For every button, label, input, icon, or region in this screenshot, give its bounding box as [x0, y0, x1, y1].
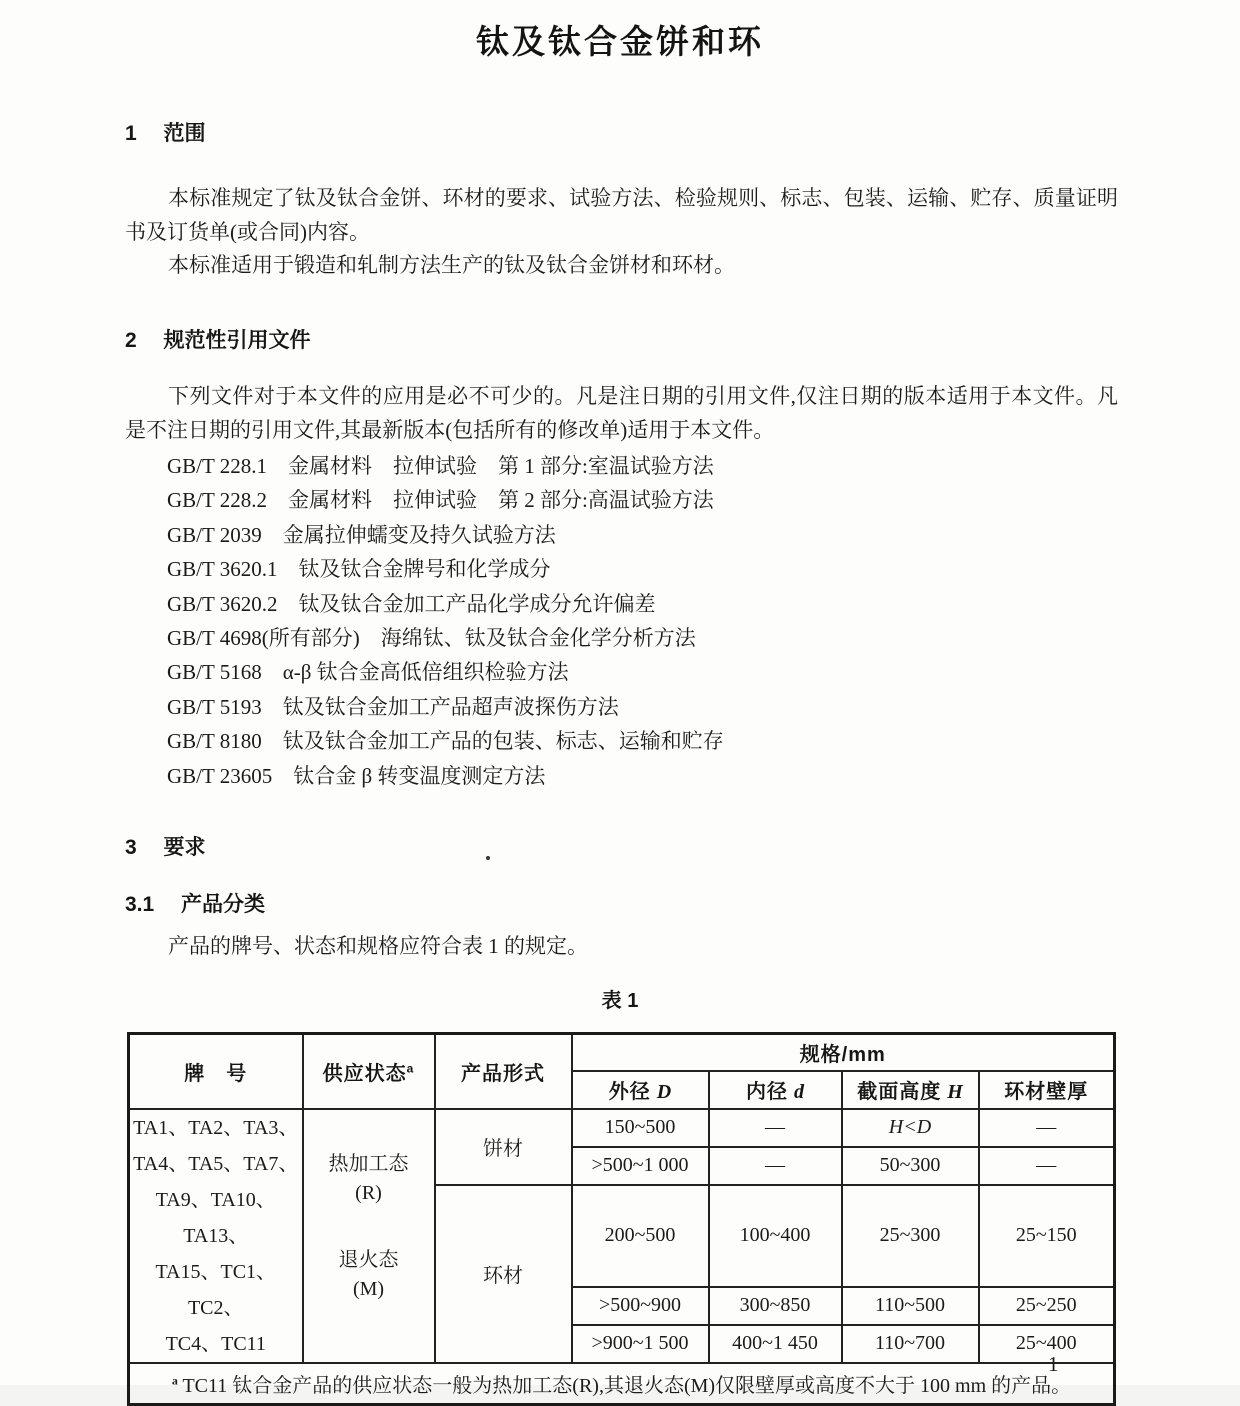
section-3-1-heading	[125, 888, 265, 918]
inner-diameter-value: 400~1 450	[709, 1325, 842, 1363]
section-2-heading	[125, 324, 311, 354]
outer-diameter-symbol: D	[656, 1081, 672, 1103]
ring-wall-value: 25~150	[979, 1185, 1115, 1287]
outer-diameter-value: >500~900	[572, 1287, 709, 1325]
ring-wall-value: 25~250	[979, 1287, 1115, 1325]
reference-item: GB/T 228.1 金属材料 拉伸试验 第 1 部分:室温试验方法	[167, 454, 714, 478]
outer-diameter-value: 200~500	[572, 1185, 709, 1287]
col-header-inner-diameter	[709, 1071, 842, 1109]
reference-item: GB/T 2039 金属拉伸蠕变及持久试验方法	[167, 522, 556, 547]
table-footnote-text: TC11 钛合金产品的供应状态一般为热加工态(R),其退火态(M)仅限壁厚或高度不大于 100 mm 的产品。	[177, 1374, 1072, 1397]
table-1	[127, 1032, 1116, 1406]
inner-diameter-symbol: d	[794, 1081, 804, 1103]
section-height-value: 110~700	[842, 1325, 979, 1363]
brand-line: TA15、TC1、TC2、	[155, 1260, 277, 1319]
brand-grades-cell	[129, 1109, 303, 1363]
supply-state-cell	[303, 1109, 435, 1363]
col-header-state-label: 供应状态	[322, 1062, 407, 1085]
outer-diameter-value: >900~1 500	[572, 1325, 709, 1363]
table-footnote	[129, 1363, 1115, 1405]
inner-diameter-value: —	[709, 1109, 842, 1147]
section-1-paragraph-2: 本标准适用于锻造和轧制方法生产的钛及钛合金饼材和环材。	[168, 253, 735, 277]
section-height-value: 25~300	[842, 1185, 979, 1287]
footnote-marker: a	[406, 1061, 415, 1076]
section-1-paragraph-1: 本标准规定了钛及钛合金饼、环材的要求、试验方法、检验规则、标志、包装、运输、贮存、质量证明书及订货单(或合同)内容。	[125, 186, 1118, 244]
col-header-brand: 牌 号	[129, 1034, 303, 1109]
col-header-form: 产品形式	[435, 1034, 572, 1109]
annealed-code: (M)	[352, 1277, 385, 1300]
document-title: 钛及钛合金饼和环	[476, 23, 764, 60]
section-2-title: 规范性引用文件	[163, 329, 311, 352]
reference-item: GB/T 3620.2 钛及钛合金加工产品化学成分允许偏差	[167, 591, 656, 616]
inner-diameter-value: 100~400	[709, 1185, 842, 1287]
col-header-spec-group: 规格/mm	[572, 1034, 1115, 1071]
brand-line: TA4、TA5、TA7、	[133, 1152, 299, 1175]
section-3-number: 3	[125, 836, 137, 859]
section-3-1-title: 产品分类	[181, 893, 266, 916]
form-cake-cell: 饼材	[435, 1109, 572, 1185]
section-3-1-paragraph-1: 产品的牌号、状态和规格应符合表 1 的规定。	[168, 934, 588, 958]
brand-line: TC4、TC11	[165, 1332, 266, 1355]
section-3-1-number: 3.1	[125, 893, 155, 916]
reference-item: GB/T 4698(所有部分) 海绵钛、钛及钛合金化学分析方法	[167, 626, 696, 651]
h-lt-d-expression: H<D	[888, 1116, 932, 1138]
hot-worked-label: 热加工态	[328, 1152, 409, 1175]
hot-worked-state	[304, 1140, 434, 1218]
reference-item: GB/T 5193 钛及钛合金加工产品超声波探伤方法	[167, 694, 619, 719]
inner-diameter-value: —	[709, 1147, 842, 1185]
annealed-label: 退火态	[338, 1248, 399, 1271]
scan-speck	[486, 856, 490, 860]
inner-diameter-value: 300~850	[709, 1287, 842, 1325]
section-height-value: 110~500	[842, 1287, 979, 1325]
page-number: 1	[1048, 1352, 1059, 1376]
supply-state-wrap	[304, 1140, 434, 1332]
section-2-number: 2	[125, 329, 137, 352]
form-ring-cell: 环材	[435, 1185, 572, 1363]
table-1-caption: 表 1	[601, 990, 639, 1012]
section-3-title: 要求	[163, 836, 206, 859]
section-2-paragraph-1: 下列文件对于本文件的应用是必不可少的。凡是注日期的引用文件,仅注日期的版本适用于本文件。凡是不注日期的引用文件,其最新版本(包括所有的修改单)适用于本文件。	[125, 384, 1118, 442]
section-height-value	[842, 1109, 979, 1147]
annealed-state	[304, 1218, 434, 1332]
section-1-heading	[125, 117, 206, 147]
ring-wall-value: —	[979, 1147, 1115, 1185]
section-3-heading	[125, 831, 206, 861]
section-height-value: 50~300	[842, 1147, 979, 1185]
inner-diameter-label: 内径	[746, 1081, 788, 1103]
ring-wall-value: 25~400	[979, 1325, 1115, 1363]
ring-wall-value: —	[979, 1109, 1115, 1147]
col-header-section-height	[842, 1071, 979, 1109]
outer-diameter-label: 外径	[608, 1081, 651, 1103]
col-header-outer-diameter	[572, 1071, 709, 1109]
col-header-ring-wall: 环材壁厚	[979, 1071, 1115, 1109]
reference-item: GB/T 23605 钛合金 β 转变温度测定方法	[167, 763, 546, 788]
section-1-title: 范围	[163, 122, 206, 145]
section-1-number: 1	[125, 122, 137, 145]
hot-worked-code: (R)	[355, 1181, 382, 1204]
reference-item: GB/T 228.2 金属材料 拉伸试验 第 2 部分:高温试验方法	[167, 488, 714, 513]
brand-line: TA1、TA2、TA3、	[133, 1116, 299, 1139]
section-height-label: 截面高度	[857, 1081, 942, 1103]
reference-item: GB/T 5168 α-β 钛合金高低倍组织检验方法	[167, 660, 569, 685]
footnote-marker: a	[171, 1373, 178, 1388]
section-height-symbol: H	[947, 1081, 963, 1103]
normative-references-list	[167, 449, 724, 793]
outer-diameter-value: 150~500	[572, 1109, 709, 1147]
reference-item: GB/T 3620.1 钛及钛合金牌号和化学成分	[167, 557, 551, 582]
brand-line: TA9、TA10、TA13、	[155, 1188, 276, 1247]
reference-item: GB/T 8180 钛及钛合金加工产品的包装、标志、运输和贮存	[167, 729, 724, 754]
col-header-state	[303, 1034, 435, 1109]
outer-diameter-value: >500~1 000	[572, 1147, 709, 1185]
